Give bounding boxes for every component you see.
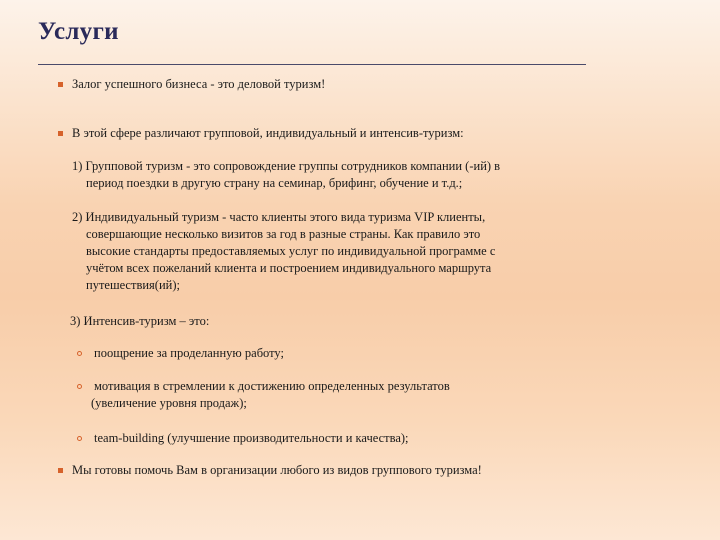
slide-title: Услуги xyxy=(38,18,119,45)
intensive-tourism-heading: 3) Интенсив-туризм – это: xyxy=(70,314,210,328)
sub-bullet-text: поощрение за проделанную работу; xyxy=(94,346,284,360)
circle-bullet-icon xyxy=(77,351,82,356)
bullet-text: Мы готовы помочь Вам в организации любого из видов группового туризма! xyxy=(72,463,482,477)
circle-bullet-icon xyxy=(77,436,82,441)
circle-bullet-icon xyxy=(77,384,82,389)
sub-bullet-text: (увеличение уровня продаж); xyxy=(91,396,247,410)
sub-bullet-text: мотивация в стремлении к достижению определенных результатов xyxy=(94,379,450,393)
bullet-text: В этой сфере различают групповой, индивидуальный и интенсив-туризм: xyxy=(72,126,464,140)
group-tourism-line: 1) Групповой туризм - это сопровождение группы сотрудников компании (-ий) в xyxy=(72,159,501,173)
individual-tourism-line: учётом всех пожеланий клиента и построением индивидуального маршрута xyxy=(86,261,492,275)
bullet-text: Залог успешного бизнеса - это деловой туризм! xyxy=(72,77,326,91)
individual-tourism-line: 2) Индивидуальный туризм - часто клиенты этого вида туризма VIP клиенты, xyxy=(72,210,486,224)
sub-bullet-text: team-building (улучшение производительности и качества); xyxy=(94,431,409,445)
group-tourism-line: период поездки в другую страну на семинар, брифинг, обучение и т.д.; xyxy=(86,176,463,190)
individual-tourism-line: совершающие несколько визитов за год в разные страны. Как правило это xyxy=(86,227,481,241)
square-bullet-icon xyxy=(58,82,63,87)
square-bullet-icon xyxy=(58,468,63,473)
individual-tourism-line: высокие стандарты предоставляемых услуг по индивидуальной программе с xyxy=(86,244,496,258)
title-divider xyxy=(38,64,586,65)
square-bullet-icon xyxy=(58,131,63,136)
individual-tourism-line: путешествия(ий); xyxy=(86,278,180,292)
